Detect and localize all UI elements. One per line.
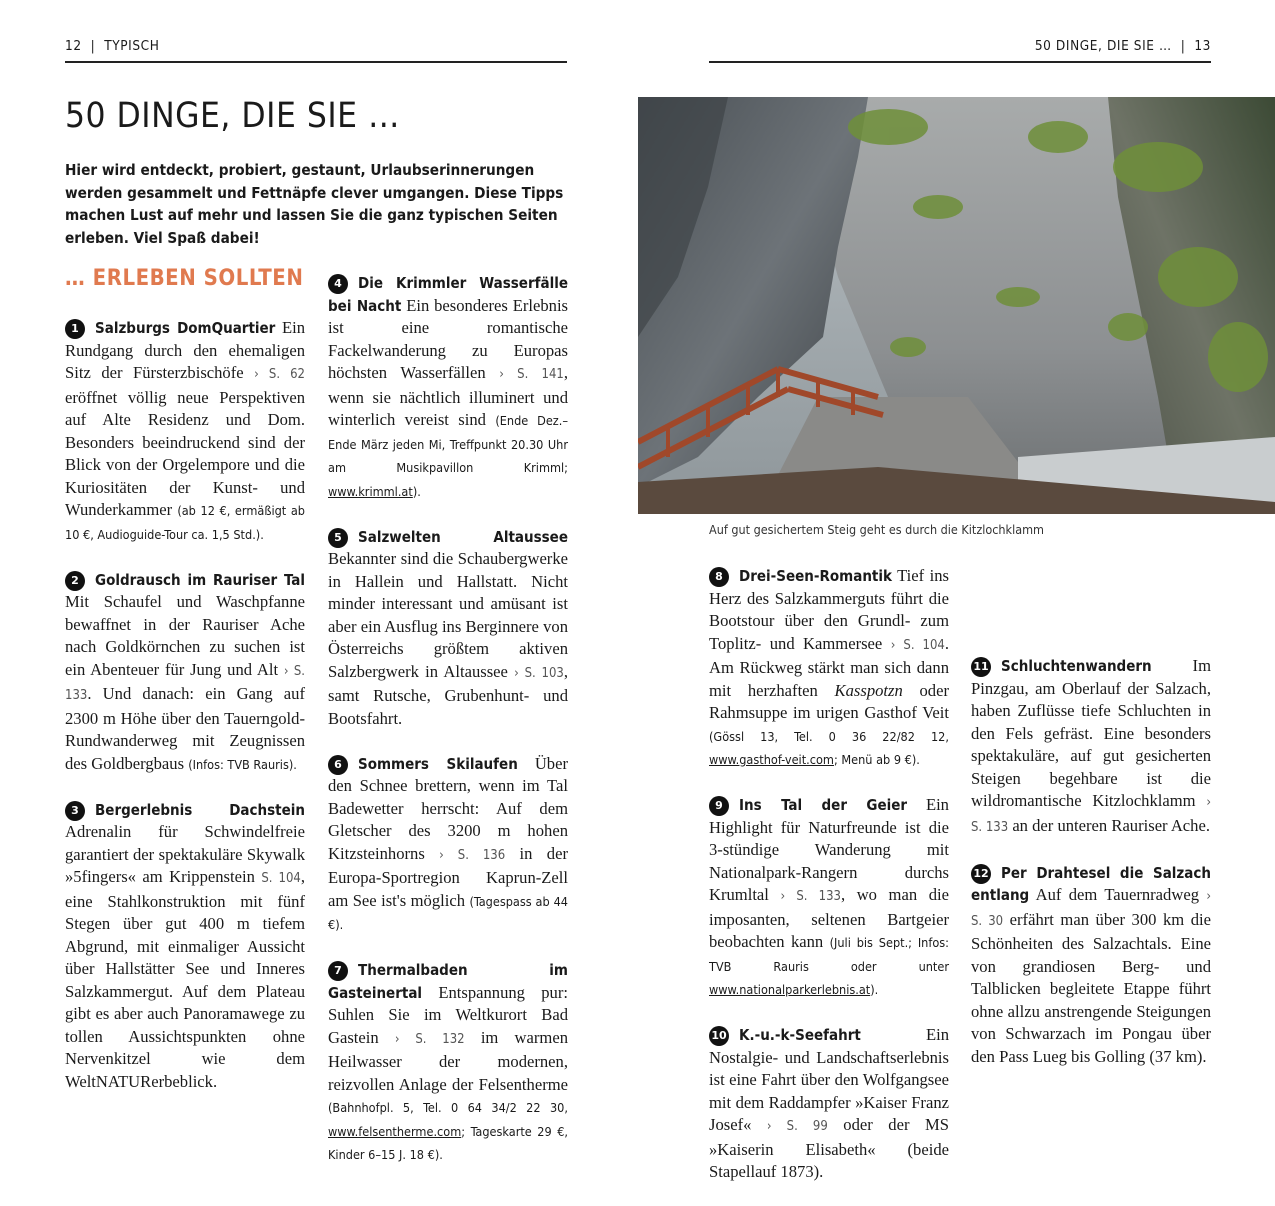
entry-text: Bekannter sind die Schaubergwerke in Hallein und Hallstatt. Nicht minder interessant und amüsant ist aber ein Ausflug ins Berginnere von Österreichs größtem aktiven Salzbergwerk in Altaussee — [328, 549, 568, 681]
page-reference: › S. 30 — [971, 889, 1211, 929]
text-column-3 — [709, 565, 949, 1206]
entry-number-badge: 10 — [709, 1026, 729, 1046]
header-separator: | — [90, 38, 96, 54]
entry-number-badge: 4 — [328, 274, 348, 294]
entry-title: K.-u.-k-Seefahrt — [739, 1026, 861, 1044]
entry-3 — [65, 799, 305, 1094]
entry-number-badge: 7 — [328, 961, 348, 981]
entry-text: Ein Rundgang durch den ehemaligen Sitz der Fürsterzbischöfe — [65, 318, 305, 382]
entry-title: Salzburgs DomQuartier — [95, 319, 276, 337]
section-heading: … ERLEBEN SOLLTEN — [65, 266, 304, 291]
page-reference: › S. 104 — [890, 637, 945, 653]
page-reference: › S. 133 — [971, 795, 1211, 835]
entry-text: Im Pinzgau, am Oberlauf der Salzach, haben Zuflüsse tiefe Schluchten in den Fels gefräst. Eine besonders spektakuläre, auf gut gesicherten Steigen begehbare ist die wildromantische Kitzlochklamm — [971, 656, 1211, 810]
entry-title: Per Drahtesel die Salzach entlang — [971, 863, 1211, 904]
intro-paragraph: Hier wird entdeckt, probiert, gestaunt, Urlaubserinnerungen werden gesammelt und Fettnäpfe clever umgangen. Diese Tipps machen Lust auf mehr und lassen Sie die ganz typischen Seiten erleben. Viel Spaß dabei! — [65, 161, 564, 247]
entry-text: . Und danach: ein Gang auf 2300 m Höhe über den Tauerngold-Rundwanderweg mit Zeugnissen des Goldbergbaus — [65, 684, 305, 773]
entry-text: an der unteren Rauriser Ache. — [1008, 815, 1210, 835]
entry-info: ; Menü ab 9 €). — [833, 752, 920, 767]
entry-title: Die Krimmler Wasserfälle bei Nacht — [328, 274, 568, 315]
page-reference: S. 104 — [261, 871, 301, 886]
photo-caption: Auf gut gesichertem Steig geht es durch die Kitzlochklamm — [709, 522, 1044, 537]
entry-number-badge: 8 — [709, 567, 729, 587]
text-column-2 — [328, 272, 568, 1189]
entry-number-badge: 11 — [971, 657, 991, 677]
entry-text: im warmen Heilwasser der modernen, reizvollen Anlage der Felsentherme — [328, 1027, 568, 1094]
entry-text: Auf dem Tauernradweg — [1029, 885, 1207, 904]
gorge-photo — [638, 97, 1275, 514]
entry-text: Ein Nostalgie- und Landschaftserlebnis ist eine Fahrt über den Wolfgangsee mit dem Raddampfer »Kaiser Franz Josef« — [709, 1025, 949, 1134]
page-reference: › S. 62 — [254, 367, 305, 382]
entry-number-badge: 12 — [971, 864, 991, 884]
entry-text: erfährt man über 300 km die Schönheiten des Salzachtals. Eine von grandiosen Berg- und Talblicken begleitete Etappe führt ohne allzu anstrengende Steigungen von Schwarzach im Pongau über den Pass Lueg bis Golling (37 km). — [971, 909, 1211, 1066]
header-label-right: 50 DINGE, DIE SIE … — [1034, 38, 1172, 54]
entry-title: Ins Tal der Geier — [739, 796, 908, 814]
entry-text: Ein Highlight für Naturfreunde ist die 3-stündige Wanderung mit Nationalpark-Rangern durchs Krumltal — [709, 795, 949, 904]
entry-1 — [65, 317, 305, 546]
page-reference: › S. 132 — [394, 1031, 465, 1047]
entry-4 — [328, 272, 568, 503]
entry-7 — [328, 959, 568, 1167]
entry-info: (ab 12 €, ermäßigt ab 10 €, Audioguide-Tour ca. 1,5 Std.). — [65, 503, 305, 542]
running-header-left — [65, 38, 159, 54]
entry-number-badge: 9 — [709, 796, 729, 816]
entry-5 — [328, 526, 568, 731]
entry-text: eröffnet völlig neue Perspektiven auf Alte Residenz und Dom. Besonders beeindruckend sind der Blick von der Orgelempore und die Kuriositäten der Kunst- und Wunderkammer — [65, 387, 305, 519]
entry-6 — [328, 753, 568, 937]
entry-title: Thermalbaden im Gasteinertal — [328, 961, 568, 1002]
entry-number-badge: 5 — [328, 528, 348, 548]
header-rule-left — [65, 61, 567, 63]
page-number-right: 13 — [1194, 38, 1211, 54]
entry-text: Mit Schaufel und Waschpfanne bewaffnet in der Rauriser Ache nach Goldkörnchen zu suchen ist ein Abenteuer für Jung und Alt — [65, 592, 305, 679]
page-reference: › S. 103 — [514, 665, 564, 681]
entry-2 — [65, 569, 305, 777]
entry-title: Salzwelten Altaussee — [358, 527, 568, 546]
entry-text: , eine Stahlkonstruktion mit fünf Stegen über gut 400 m tiefem Abgrund, mit einmaliger Aussicht über Hallstätter See und Inneres Salzkammergut. Auf dem Plateau gibt es aber auch Panoramawege zu tollen Aussichtspunkten ohne Nervenkitzel wie dem WeltNATURerbeblick. — [65, 867, 306, 1091]
website-link[interactable]: www.krimml.at — [328, 483, 413, 499]
entry-text: Entspannung pur: Suhlen Sie im Weltkurort Bad Gastein — [328, 982, 568, 1047]
entry-text: Ein besonderes Erlebnis ist eine romantische Fackelwanderung zu Europas höchsten Wasserfällen — [328, 295, 569, 382]
text-column-1 — [65, 317, 305, 1116]
entry-text: Adrenalin für Schwindelfreie garantiert der spektakuläre Skywalk »5fingers« am Krippenstein — [65, 822, 305, 886]
entry-info: ). — [412, 483, 421, 499]
page-title: 50 DINGE, DIE SIE … — [65, 96, 401, 136]
entry-info: (Juli bis Sept.; Infos: TVB Rauris oder unter — [709, 935, 950, 974]
entry-text: in der Europa-Sportregion Kaprun-Zell am See ist's möglich — [328, 843, 568, 910]
entry-8 — [709, 565, 949, 772]
website-link[interactable]: www.felsentherme.com — [328, 1123, 462, 1139]
header-separator: | — [1180, 38, 1186, 54]
entry-text: , wo man die imposanten, seltenen Bartgeier beobachten kann — [709, 885, 949, 951]
entry-text: , samt Rutsche, Grubenhunt- und Bootsfahrt. — [328, 661, 568, 728]
entry-info: (Gössl 13, Tel. 0 36 22/82 12, — [709, 728, 949, 744]
entry-text: oder der MS »Kaiserin Elisabeth« (beide Stapellauf 1873). — [709, 1115, 949, 1181]
entry-10 — [709, 1024, 949, 1184]
entry-text: Über den Schnee brettern, wenn im Tal Badewetter herrscht: Auf dem Gletscher des 3200 m hohen Kitzsteinhorns — [328, 753, 568, 863]
running-header-right — [1035, 38, 1211, 54]
entry-number-badge: 3 — [65, 801, 85, 821]
entry-info: (Infos: TVB Rauris). — [188, 756, 297, 772]
entry-number-badge: 2 — [65, 571, 85, 591]
entry-info: (Bahnhofpl. 5, Tel. 0 64 34/2 22 30, — [328, 1100, 568, 1115]
entry-number-badge: 6 — [328, 755, 348, 775]
header-label-left: TYPISCH — [104, 38, 160, 54]
text-column-4 — [971, 565, 1211, 1091]
entry-text: . Am Rückweg stärkt man sich dann mit herzhaften — [709, 633, 949, 700]
page-reference: › S. 133 — [780, 889, 841, 904]
entry-title: Schluchtenwandern — [1001, 657, 1152, 675]
page-reference: › S. 99 — [766, 1119, 828, 1134]
page-reference: › S. 133 — [65, 663, 305, 703]
page-reference: › S. 136 — [439, 847, 506, 863]
page-reference: › S. 141 — [499, 367, 564, 382]
entry-info: (Tagespass ab 44 €). — [328, 893, 568, 932]
header-rule-right — [709, 61, 1211, 63]
entry-title: Drei-Seen-Romantik — [739, 567, 892, 585]
entry-info: (Ende Dez.–Ende März jeden Mi, Treffpunkt 20.30 Uhr am Musikpavillon Krimml; — [328, 413, 568, 475]
entry-italic: Kasspotzn — [834, 680, 903, 700]
entry-text: , wenn sie nächtlich illuminert und winterlich vereist sind — [328, 363, 568, 429]
entry-text: oder Rahmsuppe im urigen Gasthof Veit — [709, 680, 949, 722]
website-link[interactable]: www.gasthof-veit.com — [709, 752, 834, 767]
entry-9 — [709, 794, 949, 1002]
entry-title: Sommers Skilaufen — [358, 754, 518, 773]
entry-info: ; Tageskarte 29 €, Kinder 6–15 J. 18 €). — [328, 1123, 568, 1162]
entry-11 — [971, 655, 1211, 839]
entry-number-badge: 1 — [65, 319, 85, 339]
entry-text: Tief ins Herz des Salzkammerguts führt die Bootstour über den Grundl- zum Toplitz- und Kammersee — [709, 566, 949, 653]
entry-title: Bergerlebnis Dachstein — [95, 800, 305, 819]
website-link[interactable]: www.nationalparkerlebnis.at — [709, 982, 871, 997]
entry-12 — [971, 862, 1211, 1069]
entry-title: Goldrausch im Rauriser Tal — [95, 570, 305, 589]
entry-info: ). — [870, 982, 879, 997]
page-number-left: 12 — [65, 38, 82, 54]
